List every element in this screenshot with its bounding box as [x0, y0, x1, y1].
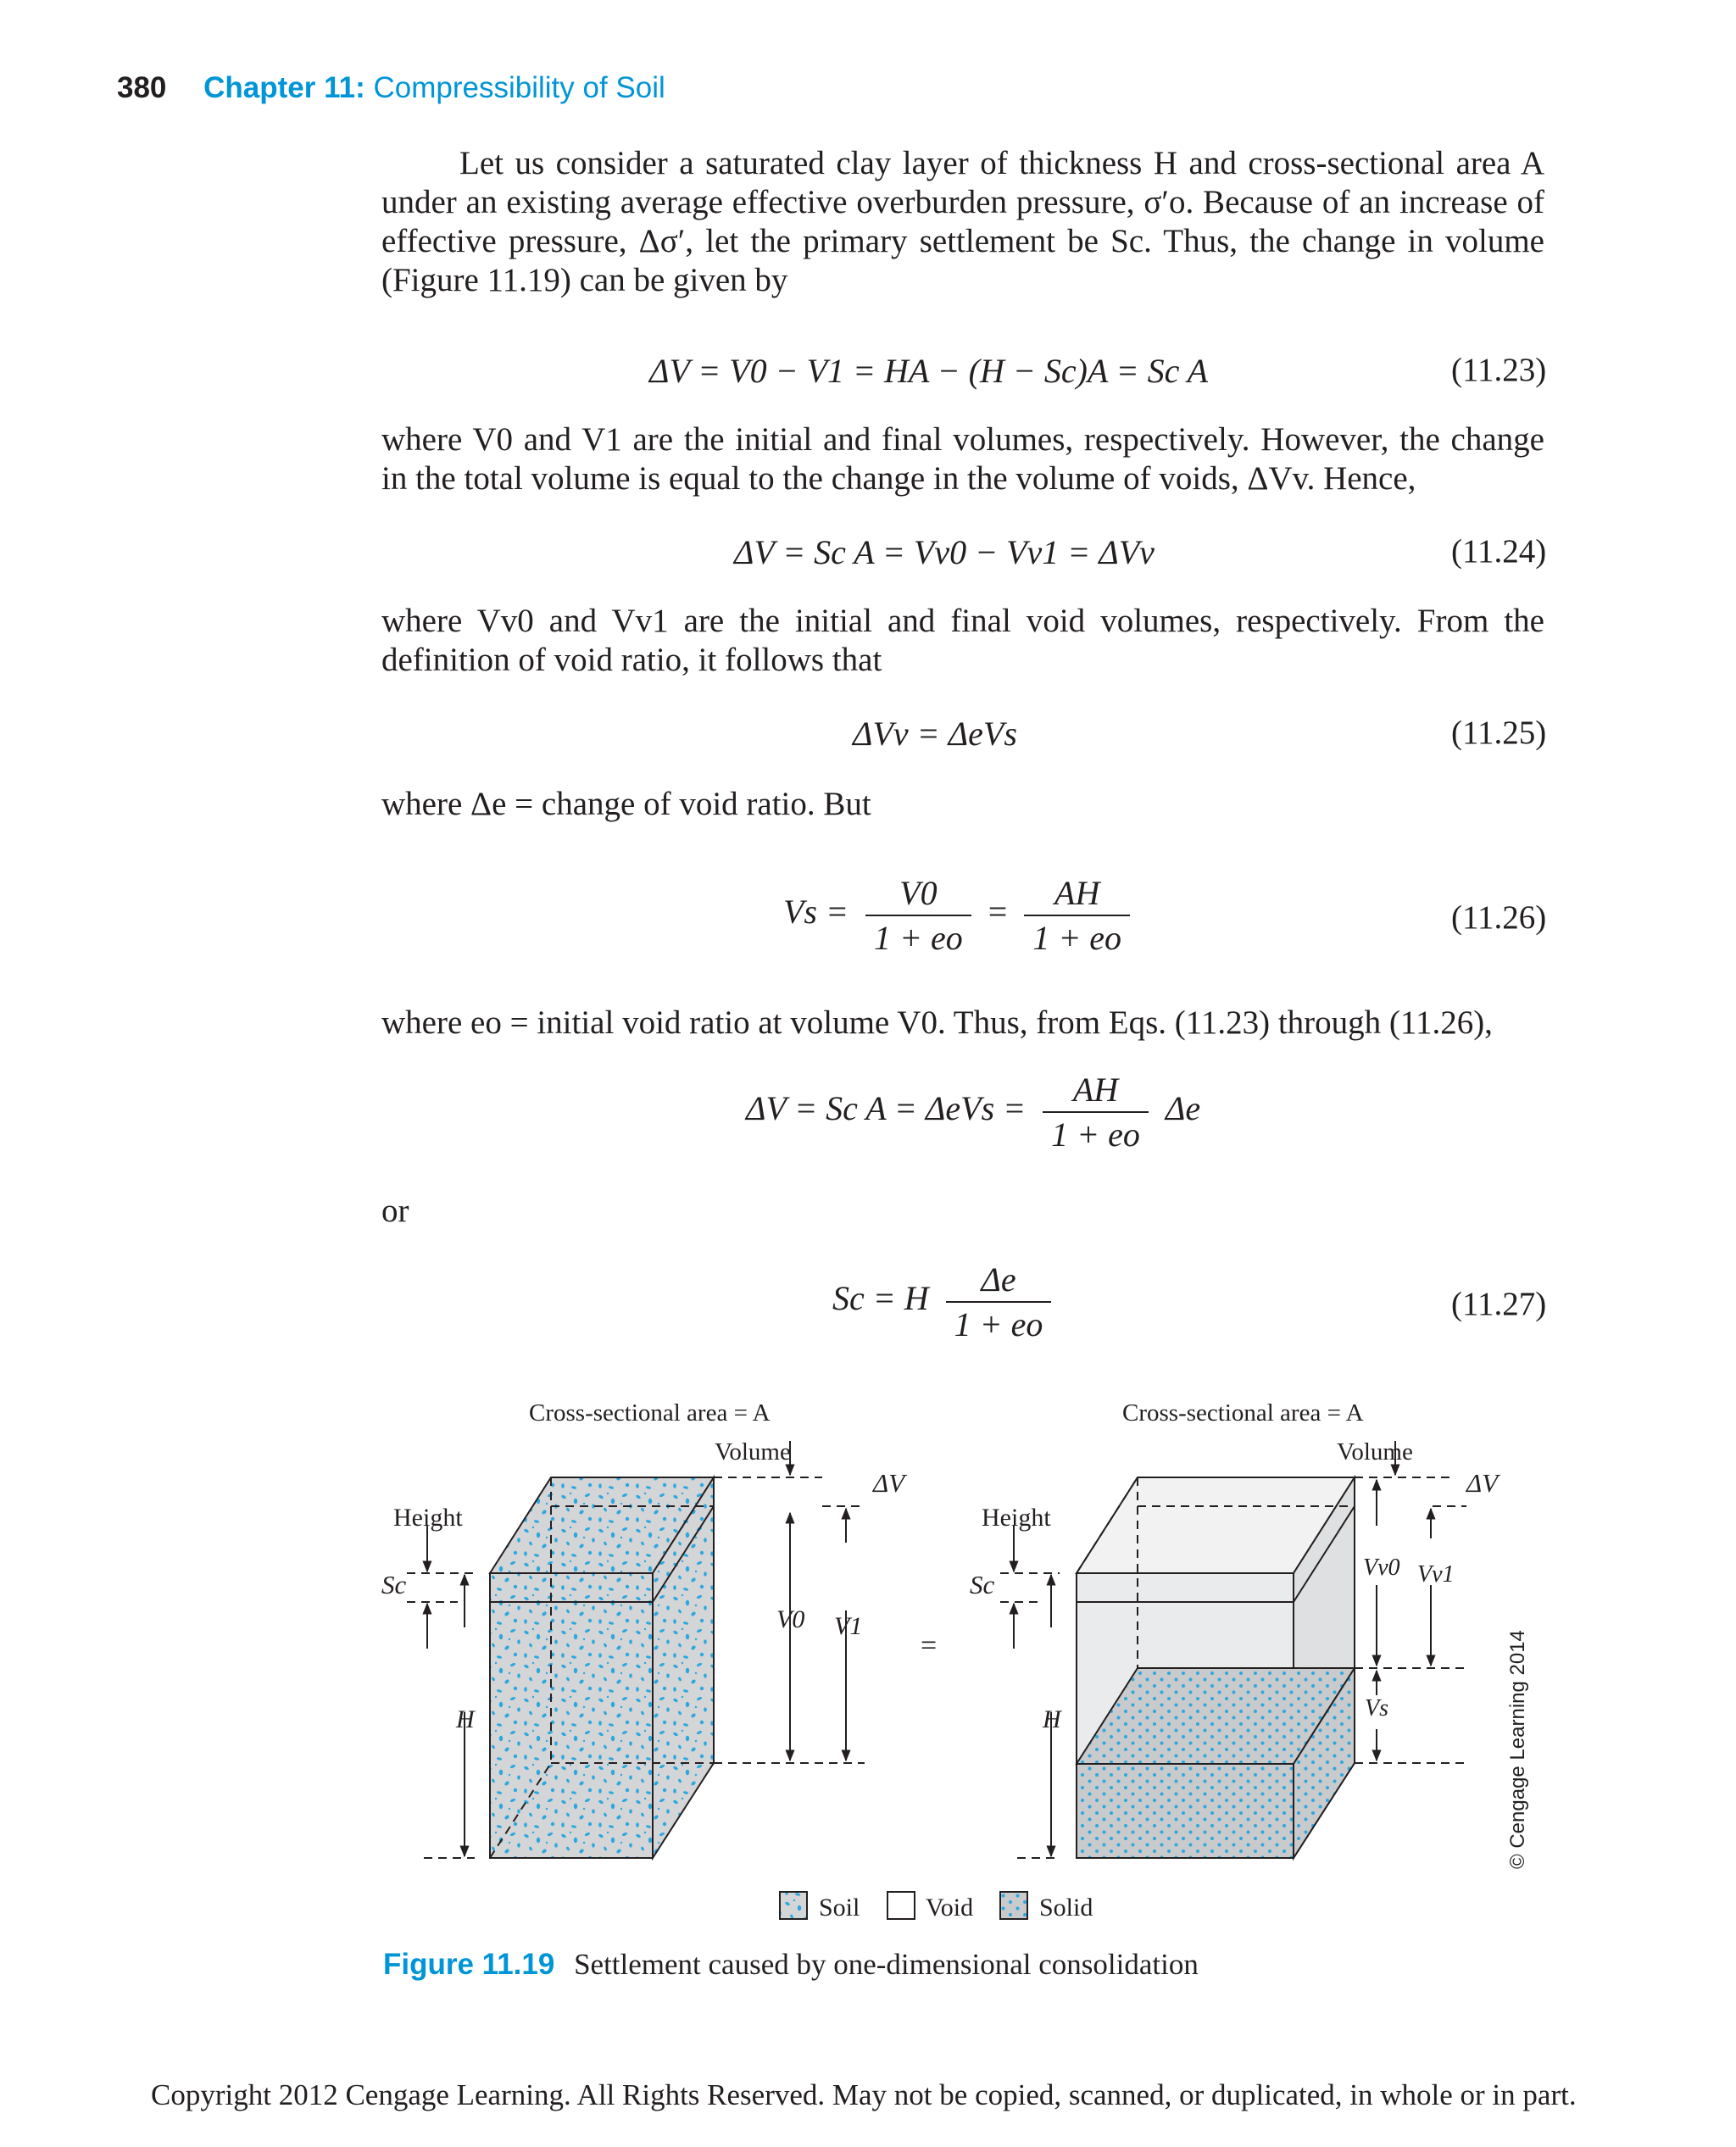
right-height-label: Height	[982, 1504, 1051, 1532]
equals-sign: =	[921, 1630, 938, 1661]
legend-solid-swatch	[1000, 1892, 1027, 1919]
paragraph-5: where eo = initial void ratio at volume V0. Thus, from Eqs. (11.23) through (11.26),	[381, 1004, 1493, 1041]
v0-label: V0	[776, 1605, 805, 1633]
equation-number-11-27: (11.27)	[1451, 1286, 1547, 1322]
running-header	[117, 71, 665, 105]
figure-legend	[780, 1892, 1093, 1922]
image-credit: © Cengage Learning 2014	[1506, 1630, 1529, 1869]
legend-void-swatch	[887, 1892, 915, 1919]
left-volume-label: Volume	[715, 1438, 791, 1466]
figure-11-19	[373, 1390, 1534, 1937]
right-volume-label: Volume	[1337, 1438, 1413, 1466]
vv1-label: Vv1	[1417, 1561, 1455, 1588]
v1-label: V1	[834, 1612, 863, 1640]
chapter-title: Compressibility of Soil	[373, 71, 665, 104]
legend-soil-swatch	[780, 1892, 807, 1919]
right-sc-label: Sc	[970, 1570, 995, 1599]
paragraph-4: where Δe = change of void ratio. But	[381, 786, 871, 822]
equation-settlement-intermediate: ΔV = Sc A = ΔeVs = $\frac{AH}{1 + eo}$ Δe	[746, 1071, 1201, 1154]
equation-11-27: Sc = H $\frac{\Delta e}{1 + eo}$	[832, 1260, 1060, 1344]
equation-number-11-24: (11.24)	[1451, 533, 1547, 570]
right-h-label: H	[1043, 1705, 1061, 1733]
fraction-ah: $\frac{AH}{1 + eo}$	[1024, 873, 1130, 958]
fraction-de: $\frac{\Delta e}{1 + eo}$	[946, 1260, 1052, 1344]
right-area-label: Cross-sectional area = A	[1122, 1399, 1364, 1427]
equation-11-23: ΔV = V0 − V1 = HA − (H − Sc)A = Sc A	[649, 352, 1209, 390]
consolidation-diagram	[373, 1390, 1534, 1933]
legend-soil-label: Soil	[819, 1894, 860, 1922]
equation-11-26: Vs = $\frac{V0}{1 + eo}$ = $\frac{AH}{1 + eo}$	[783, 873, 1138, 958]
vs-label: Vs	[1365, 1695, 1388, 1721]
vv0-label: Vv0	[1363, 1555, 1400, 1581]
paragraph-6: or	[381, 1193, 409, 1229]
chapter-label: Chapter 11:	[203, 71, 365, 104]
legend-void-label: Void	[926, 1894, 974, 1922]
left-area-label: Cross-sectional area = A	[529, 1399, 771, 1427]
equation-11-24: ΔV = Sc A = Vv0 − Vv1 = ΔVv	[734, 533, 1155, 571]
paragraph-3: where Vv0 and Vv1 are the initial and final void volumes, respectively. From the definition of void ratio, it follows that	[381, 603, 1544, 678]
figure-caption	[383, 1948, 1199, 1982]
equation-number-11-25: (11.25)	[1451, 715, 1547, 751]
page-number: 380	[117, 71, 167, 104]
paragraph-1: Let us consider a saturated clay layer of thickness H and cross-sectional area A under an existing average effective overburden pressure, σ′o. Because of an increase of effective pressure, Δσ′, let the primary settlement be Sc. Thus, the change in volume (Figure 11.19) can be given by	[381, 145, 1544, 298]
copyright-footer: Copyright 2012 Cengage Learning. All Rights Reserved. May not be copied, scanned, or duplicated, in whole or in part.	[151, 2078, 1577, 2111]
legend-solid-label: Solid	[1039, 1894, 1093, 1922]
right-delta-v-label: ΔV	[1466, 1468, 1499, 1498]
fraction-v0: $\frac{V0}{1 + eo}$	[865, 873, 971, 958]
figure-label: Figure 11.19	[383, 1948, 555, 1981]
left-h-label: H	[456, 1705, 475, 1733]
left-sc-label: Sc	[381, 1570, 407, 1599]
figure-caption-text: Settlement caused by one-dimensional consolidation	[574, 1948, 1199, 1981]
equation-11-25: ΔVv = ΔeVs	[853, 715, 1017, 753]
paragraph-2: where V0 and V1 are the initial and final volumes, respectively. However, the change in the total volume is equal to the change in the volume of voids, ΔVv. Hence,	[381, 421, 1544, 497]
fraction-ah-mid: $\frac{AH}{1 + eo}$	[1043, 1070, 1149, 1154]
equation-number-11-26: (11.26)	[1451, 899, 1547, 936]
left-height-label: Height	[393, 1504, 463, 1532]
left-delta-v-label: ΔV	[873, 1468, 905, 1498]
equation-number-11-23: (11.23)	[1451, 352, 1547, 388]
